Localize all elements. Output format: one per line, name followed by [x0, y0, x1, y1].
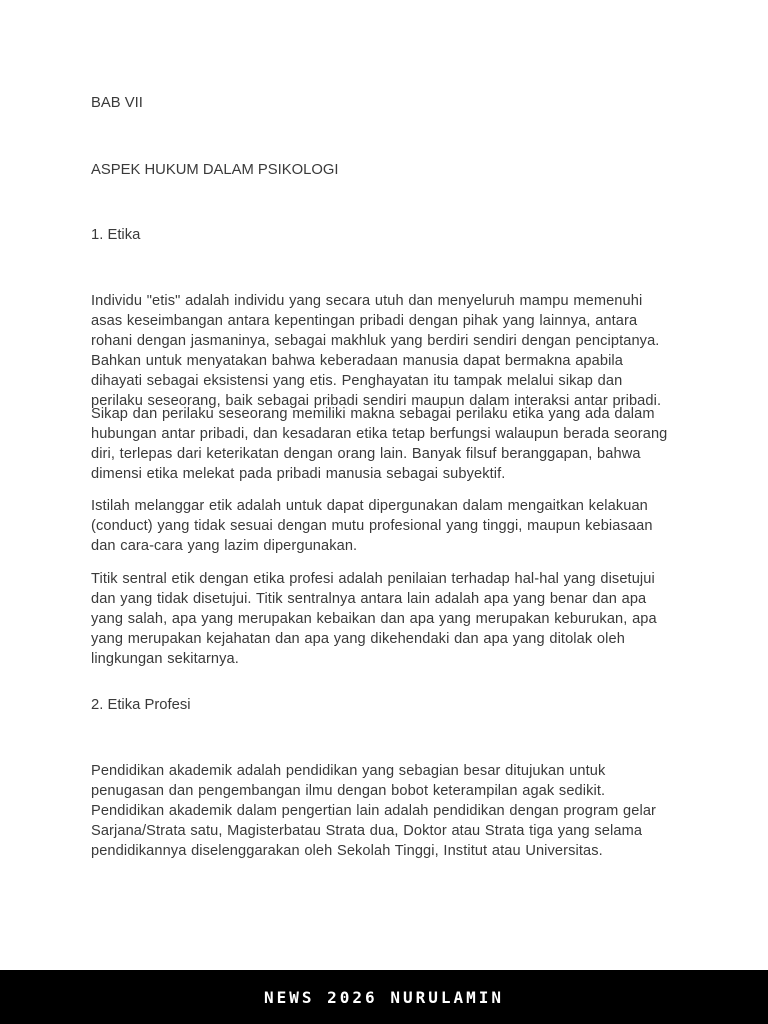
- section-heading-etika-profesi: 2. Etika Profesi: [91, 697, 191, 713]
- paragraph: Pendidikan akademik adalah pendidikan yang sebagian besar ditujukan untuk penugasan dan pengembangan ilmu dengan bobot keterampilan agak sedikit. Pendidikan akademik dalam pengertian lain adalah pendidikan dengan program gelar Sarjana/Strata satu, Magisterbatau Strata dua, Doktor atau Strata tiga yang selama pendidikannya diselenggarakan oleh Sekolah Tinggi, Institut atau Universitas.: [91, 763, 657, 859]
- section-heading-etika: 1. Etika: [91, 227, 141, 243]
- chapter-heading: BAB VII: [91, 95, 143, 111]
- watermark-text: NEWS 2026 NURULAMIN: [263, 987, 505, 1007]
- document-title: ASPEK HUKUM DALAM PSIKOLOGI: [91, 162, 339, 178]
- footer-watermark-bar: [0, 970, 768, 1024]
- paragraph: Individu "etis" adalah individu yang secara utuh dan menyeluruh mampu memenuhi asas keseimbangan antara kepentingan pribadi dengan pihak yang lainnya, antara rohani dengan jasmaninya, sebagai makhluk yang berdiri sendiri dengan penciptanya. Bahkan untuk menyatakan bahwa keberadaan manusia dapat bermakna apabila dihayati sebagai eksistensi yang etis. Penghayatan itu tampak melalui sikap dan perilaku seseorang, baik sebagai pribadi sendiri maupun dalam interaksi antar pribadi.: [91, 293, 662, 409]
- paragraph: Istilah melanggar etik adalah untuk dapat dipergunakan dalam mengaitkan kelakuan (conduct) yang tidak sesuai dengan mutu profesional yang tinggi, maupun kebiasaan dan cara-cara yang lazim dipergunakan.: [91, 498, 653, 554]
- paragraph: Titik sentral etik dengan etika profesi adalah penilaian terhadap hal-hal yang disetujui dan yang tidak disetujui. Titik sentralnya antara lain adalah apa yang benar dan apa yang salah, apa yang merupakan kebaikan dan apa yang merupakan keburukan, apa yang merupakan kejahatan dan apa yang dikehendaki dan apa yang ditolak oleh lingkungan sekitarnya.: [91, 571, 657, 667]
- paragraph: Sikap dan perilaku seseorang memiliki makna sebagai perilaku etika yang ada dalam hubungan antar pribadi, dan kesadaran etika tetap berfungsi walaupun berada seorang diri, terlepas dari keterikatan dengan orang lain. Banyak filsuf beranggapan, bahwa dimensi etika melekat pada pribadi manusia sebagai subyektif.: [91, 406, 668, 482]
